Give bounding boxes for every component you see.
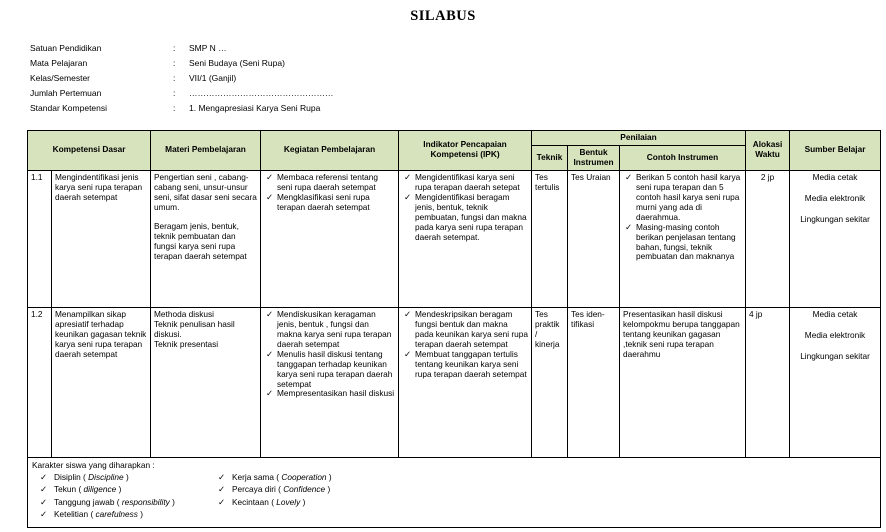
header-ipk: Indikator Pencapaian Kompetensi (IPK) xyxy=(399,131,532,171)
karakter-item: ✓ Percaya diri ( Confidence ) xyxy=(218,484,331,495)
karakter-heading: Karakter siswa yang diharapkan : xyxy=(32,459,155,470)
header-teknik: Teknik xyxy=(532,145,568,170)
meta-value: …………………………………………… xyxy=(189,88,334,99)
kd-cell: Mengindentifikasi jenis karya seni rupa terapan daerah setempat xyxy=(52,170,151,307)
sumber-item: Lingkungan sekitar xyxy=(800,213,870,224)
header-kegiatan: Kegiatan Pembelajaran xyxy=(261,131,399,171)
list-item: ✓ Berikan 5 contoh hasil karya seni rupa terapan dan 5 contoh hasil karya seni rupa murni yang ada di daerahmua. xyxy=(625,171,741,222)
karakter-row xyxy=(28,457,881,527)
teknik-cell: Tes praktik / kinerja xyxy=(532,307,568,457)
list-item: ✓ Masing-masing contoh berikan penjelasan tentang bahan, fungsi, teknik pembuatan dan maknanya xyxy=(625,221,736,262)
check-icon: ✓ xyxy=(218,496,225,507)
check-icon: ✓ xyxy=(404,308,411,319)
check-icon: ✓ xyxy=(40,484,47,495)
meta-label: Mata Pelajaran xyxy=(30,58,88,69)
list-item: ✓ Menulis hasil diskusi tentang tanggapan terhadap keunikan karya seni rupa terapan daerah setempat xyxy=(266,348,393,389)
meta-label: Standar Kompetensi xyxy=(30,103,108,114)
meta-colon: : xyxy=(173,58,176,69)
table-row xyxy=(28,170,881,307)
sumber-item: Media elektronik xyxy=(804,192,866,203)
sumber-item: Lingkungan sekitar xyxy=(800,350,870,361)
materi-text: Beragam jenis, bentuk, teknik pembuatan dan fungsi karya seni rupa terapan daerah setempat xyxy=(154,220,247,261)
karakter-item: ✓ Disiplin ( Discipline ) xyxy=(40,471,129,482)
check-icon: ✓ xyxy=(625,171,632,182)
row-number: 1.2 xyxy=(28,307,52,457)
sumber-item: Media cetak xyxy=(812,308,858,319)
list-item: ✓ Mengidentifikasi karya seni rupa terapan daerah setepat xyxy=(404,171,520,192)
meta-colon: : xyxy=(173,103,176,114)
meta-label: Satuan Pendidikan xyxy=(30,43,102,54)
karakter-col-1 xyxy=(32,473,218,523)
row-number: 1.1 xyxy=(28,170,52,307)
meta-value: SMP N … xyxy=(189,43,227,54)
ipk-cell xyxy=(399,307,532,457)
meta-label: Kelas/Semester xyxy=(30,73,90,84)
list-item: ✓ Mengidentifikasi beragam jenis, bentuk, teknik pembuatan, fungsi dan makna pada karya seni rupa terapan daerah setempat. xyxy=(404,191,527,242)
meta-row-sk xyxy=(30,101,334,116)
kegiatan-cell xyxy=(261,170,399,307)
karakter-item: ✓ Kerja sama ( Cooperation ) xyxy=(218,471,332,482)
meta-colon: : xyxy=(173,43,176,54)
meta-value: 1. Mengapresiasi Karya Seni Rupa xyxy=(189,103,321,114)
bentuk-cell: Tes Uraian xyxy=(568,170,620,307)
syllabus-table xyxy=(27,130,881,528)
sumber-cell xyxy=(790,307,881,457)
meta-row-pertemuan xyxy=(30,86,334,101)
header-penilaian: Penilaian xyxy=(532,131,746,146)
list-item: ✓ Mempresentasikan hasil diskusi xyxy=(266,388,395,399)
check-icon: ✓ xyxy=(404,348,411,359)
karakter-item: ✓ Kecintaan ( Lovely ) xyxy=(218,496,306,507)
header-bentuk: Bentuk Instrumen xyxy=(568,145,620,170)
materi-text: Teknik presentasi xyxy=(154,338,219,349)
check-icon: ✓ xyxy=(266,171,273,182)
kegiatan-cell xyxy=(261,307,399,457)
karakter-item: ✓ Ketelitian ( carefulness ) xyxy=(40,509,144,520)
bentuk-cell: Tes iden-tifikasi xyxy=(568,307,620,457)
karakter-cell xyxy=(28,457,881,527)
check-icon: ✓ xyxy=(40,509,47,520)
materi-text: Methoda diskusi xyxy=(154,308,214,319)
ipk-cell xyxy=(399,170,532,307)
header-materi: Materi Pembelajaran xyxy=(151,131,261,171)
list-item: ✓ Membuat tanggapan tertulis tentang keunikan karya seni rupa terapan daerah setempat xyxy=(404,348,527,379)
header-alokasi: Alokasi Waktu xyxy=(746,131,790,171)
document-title: SILABUS xyxy=(410,8,476,24)
meta-colon: : xyxy=(173,73,176,84)
meta-value: Seni Budaya (Seni Rupa) xyxy=(189,58,285,69)
check-icon: ✓ xyxy=(40,471,47,482)
check-icon: ✓ xyxy=(404,171,411,182)
list-item: ✓ Membaca referensi tentang seni rupa daerah setempat xyxy=(266,171,379,192)
check-icon: ✓ xyxy=(218,484,225,495)
check-icon: ✓ xyxy=(266,348,273,359)
meta-row-satuan xyxy=(30,41,334,56)
sumber-item: Media elektronik xyxy=(804,329,866,340)
list-item: ✓ Mendiskusikan keragaman jenis, bentuk , fungsi dan makna karya seni rupa terapan daerah setempat xyxy=(266,308,392,349)
alokasi-cell: 2 jp xyxy=(746,170,790,307)
sumber-item: Media cetak xyxy=(812,171,858,182)
materi-text: Teknik penulisan hasil diskusi. xyxy=(154,318,235,339)
meta-colon: : xyxy=(173,88,176,99)
header-contoh: Contoh Instrumen xyxy=(620,145,746,170)
kd-cell: Menampilkan sikap apresiatif terhadap keunikan gagasan teknik karya seni rupa terapan daerah setempat xyxy=(52,307,151,457)
materi-cell xyxy=(151,170,261,307)
list-item: ✓ Mengklasifikasi seni rupa terapan daerah setempat xyxy=(266,191,370,212)
alokasi-cell: 4 jp xyxy=(746,307,790,457)
check-icon: ✓ xyxy=(40,496,47,507)
teknik-cell: Tes tertulis xyxy=(532,170,568,307)
materi-text: Pengertian seni , cabang-cabang seni, unsur-unsur seni, sifat dasar seni secara umum. xyxy=(154,171,257,212)
meta-row-mapel xyxy=(30,56,334,71)
meta-row-kelas xyxy=(30,71,334,86)
check-icon: ✓ xyxy=(218,471,225,482)
meta-value: VII/1 (Ganjil) xyxy=(189,73,237,84)
header-sumber: Sumber Belajar xyxy=(790,131,881,171)
check-icon: ✓ xyxy=(266,388,273,399)
contoh-cell xyxy=(620,170,746,307)
karakter-item: ✓ Tanggung jawab ( responsibility ) xyxy=(40,496,175,507)
karakter-col-2 xyxy=(218,473,332,523)
check-icon: ✓ xyxy=(625,221,632,232)
header-kompetensi-dasar: Kompetensi Dasar xyxy=(28,131,151,171)
syllabus-meta xyxy=(30,41,334,116)
meta-label: Jumlah Pertemuan xyxy=(30,88,102,99)
table-row xyxy=(28,307,881,457)
contoh-cell: Presentasikan hasil diskusi kelompokmu berupa tanggapan tentang keunikan gagasan ,teknik seni rupa terapan daerahmu xyxy=(620,307,746,457)
check-icon: ✓ xyxy=(266,191,273,202)
check-icon: ✓ xyxy=(404,191,411,202)
check-icon: ✓ xyxy=(266,308,273,319)
karakter-item: ✓ Tekun ( diligence ) xyxy=(40,484,122,495)
list-item: ✓ Mendeskripsikan beragam fungsi bentuk dan makna pada keunikan karya seni rupa terapan daerah setempat xyxy=(404,308,529,349)
sumber-cell xyxy=(790,170,881,307)
materi-cell xyxy=(151,307,261,457)
